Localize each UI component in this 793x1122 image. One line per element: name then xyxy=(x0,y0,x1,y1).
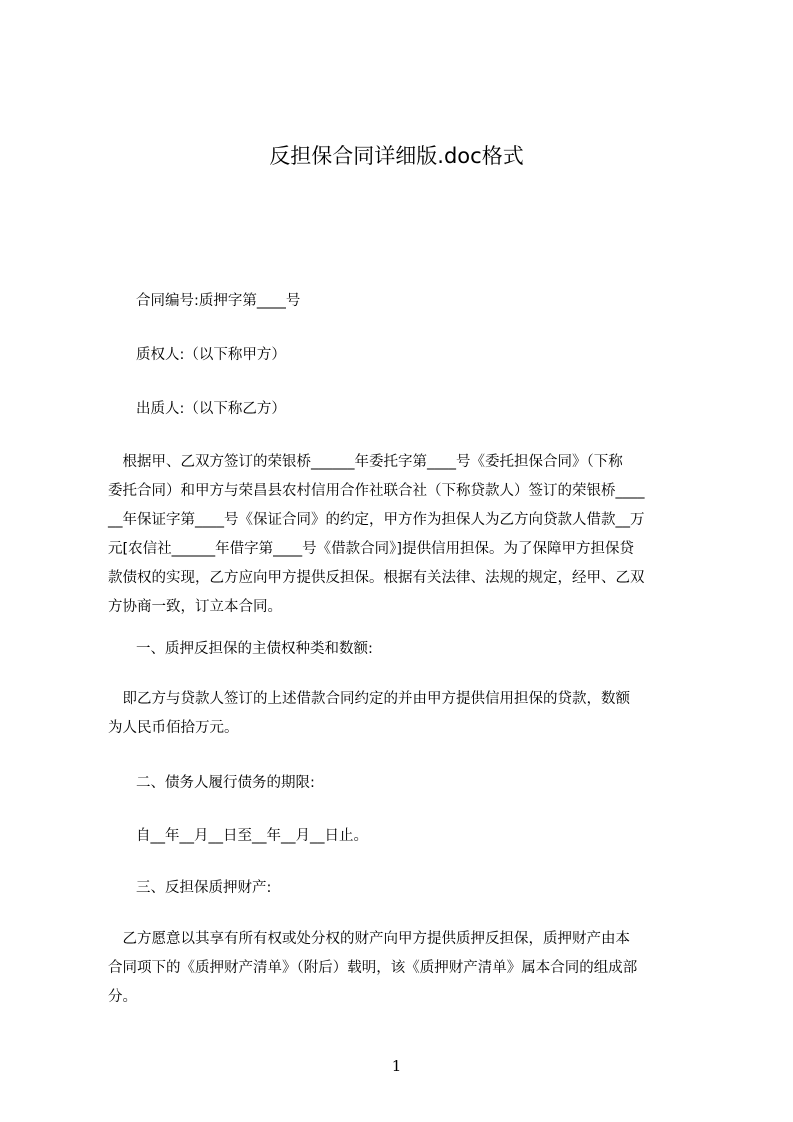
section-1-heading: 一、质押反担保的主债权种类和数额: xyxy=(136,641,373,657)
pledgor-line: 出质人:（以下称乙方） xyxy=(136,401,286,417)
section-3-paragraph xyxy=(108,925,704,1012)
page-number: 1 xyxy=(391,1057,402,1075)
paragraph-line: 即乙方与贷款人签订的上述借款合同约定的并由甲方提供信用担保的贷款，数额 xyxy=(108,691,630,707)
paragraph-line: 款债权的实现，乙方应向甲方提供反担保。根据有关法律、法规的规定，经甲、乙双 xyxy=(108,570,645,586)
paragraph-line: 根据甲、乙双方签订的荣银桥______年委托字第____号《委托担保合同》（下称 xyxy=(108,454,623,470)
intro-paragraph xyxy=(108,448,704,622)
pledgee-line: 质权人:（以下称甲方） xyxy=(136,347,286,363)
document-title: 反担保合同详细版.doc格式 xyxy=(269,144,524,168)
section-2-heading: 二、债务人履行债务的期限: xyxy=(136,775,315,791)
section-3-heading: 三、反担保质押财产: xyxy=(136,880,272,896)
paragraph-line: __年保证字第____号《保证合同》的约定，甲方作为担保人为乙方向贷款人借款__万 xyxy=(108,512,645,528)
paragraph-line: 方协商一致，订立本合同。 xyxy=(108,599,282,615)
paragraph-line: 乙方愿意以其享有所有权或处分权的财产向甲方提供质押反担保，质押财产由本 xyxy=(108,931,630,947)
section-2-text: 自__年__月__日至__年__月__日止。 xyxy=(136,828,368,844)
contract-number: 合同编号:质押字第____号 xyxy=(136,293,301,309)
paragraph-line: 为人民币佰拾万元。 xyxy=(108,720,239,736)
paragraph-line: 合同项下的《质押财产清单》（附后）载明，该《质押财产清单》属本合同的组成部 xyxy=(108,960,638,976)
paragraph-line: 分。 xyxy=(108,989,137,1005)
paragraph-line: 元[农信社______年借字第____号《借款合同》]提供信用担保。为了保障甲方担保贷 xyxy=(108,541,635,557)
paragraph-line: 委托合同）和甲方与荣昌县农村信用合作社联合社（下称贷款人）签订的荣银桥____ xyxy=(108,483,645,499)
section-1-paragraph xyxy=(108,685,704,743)
